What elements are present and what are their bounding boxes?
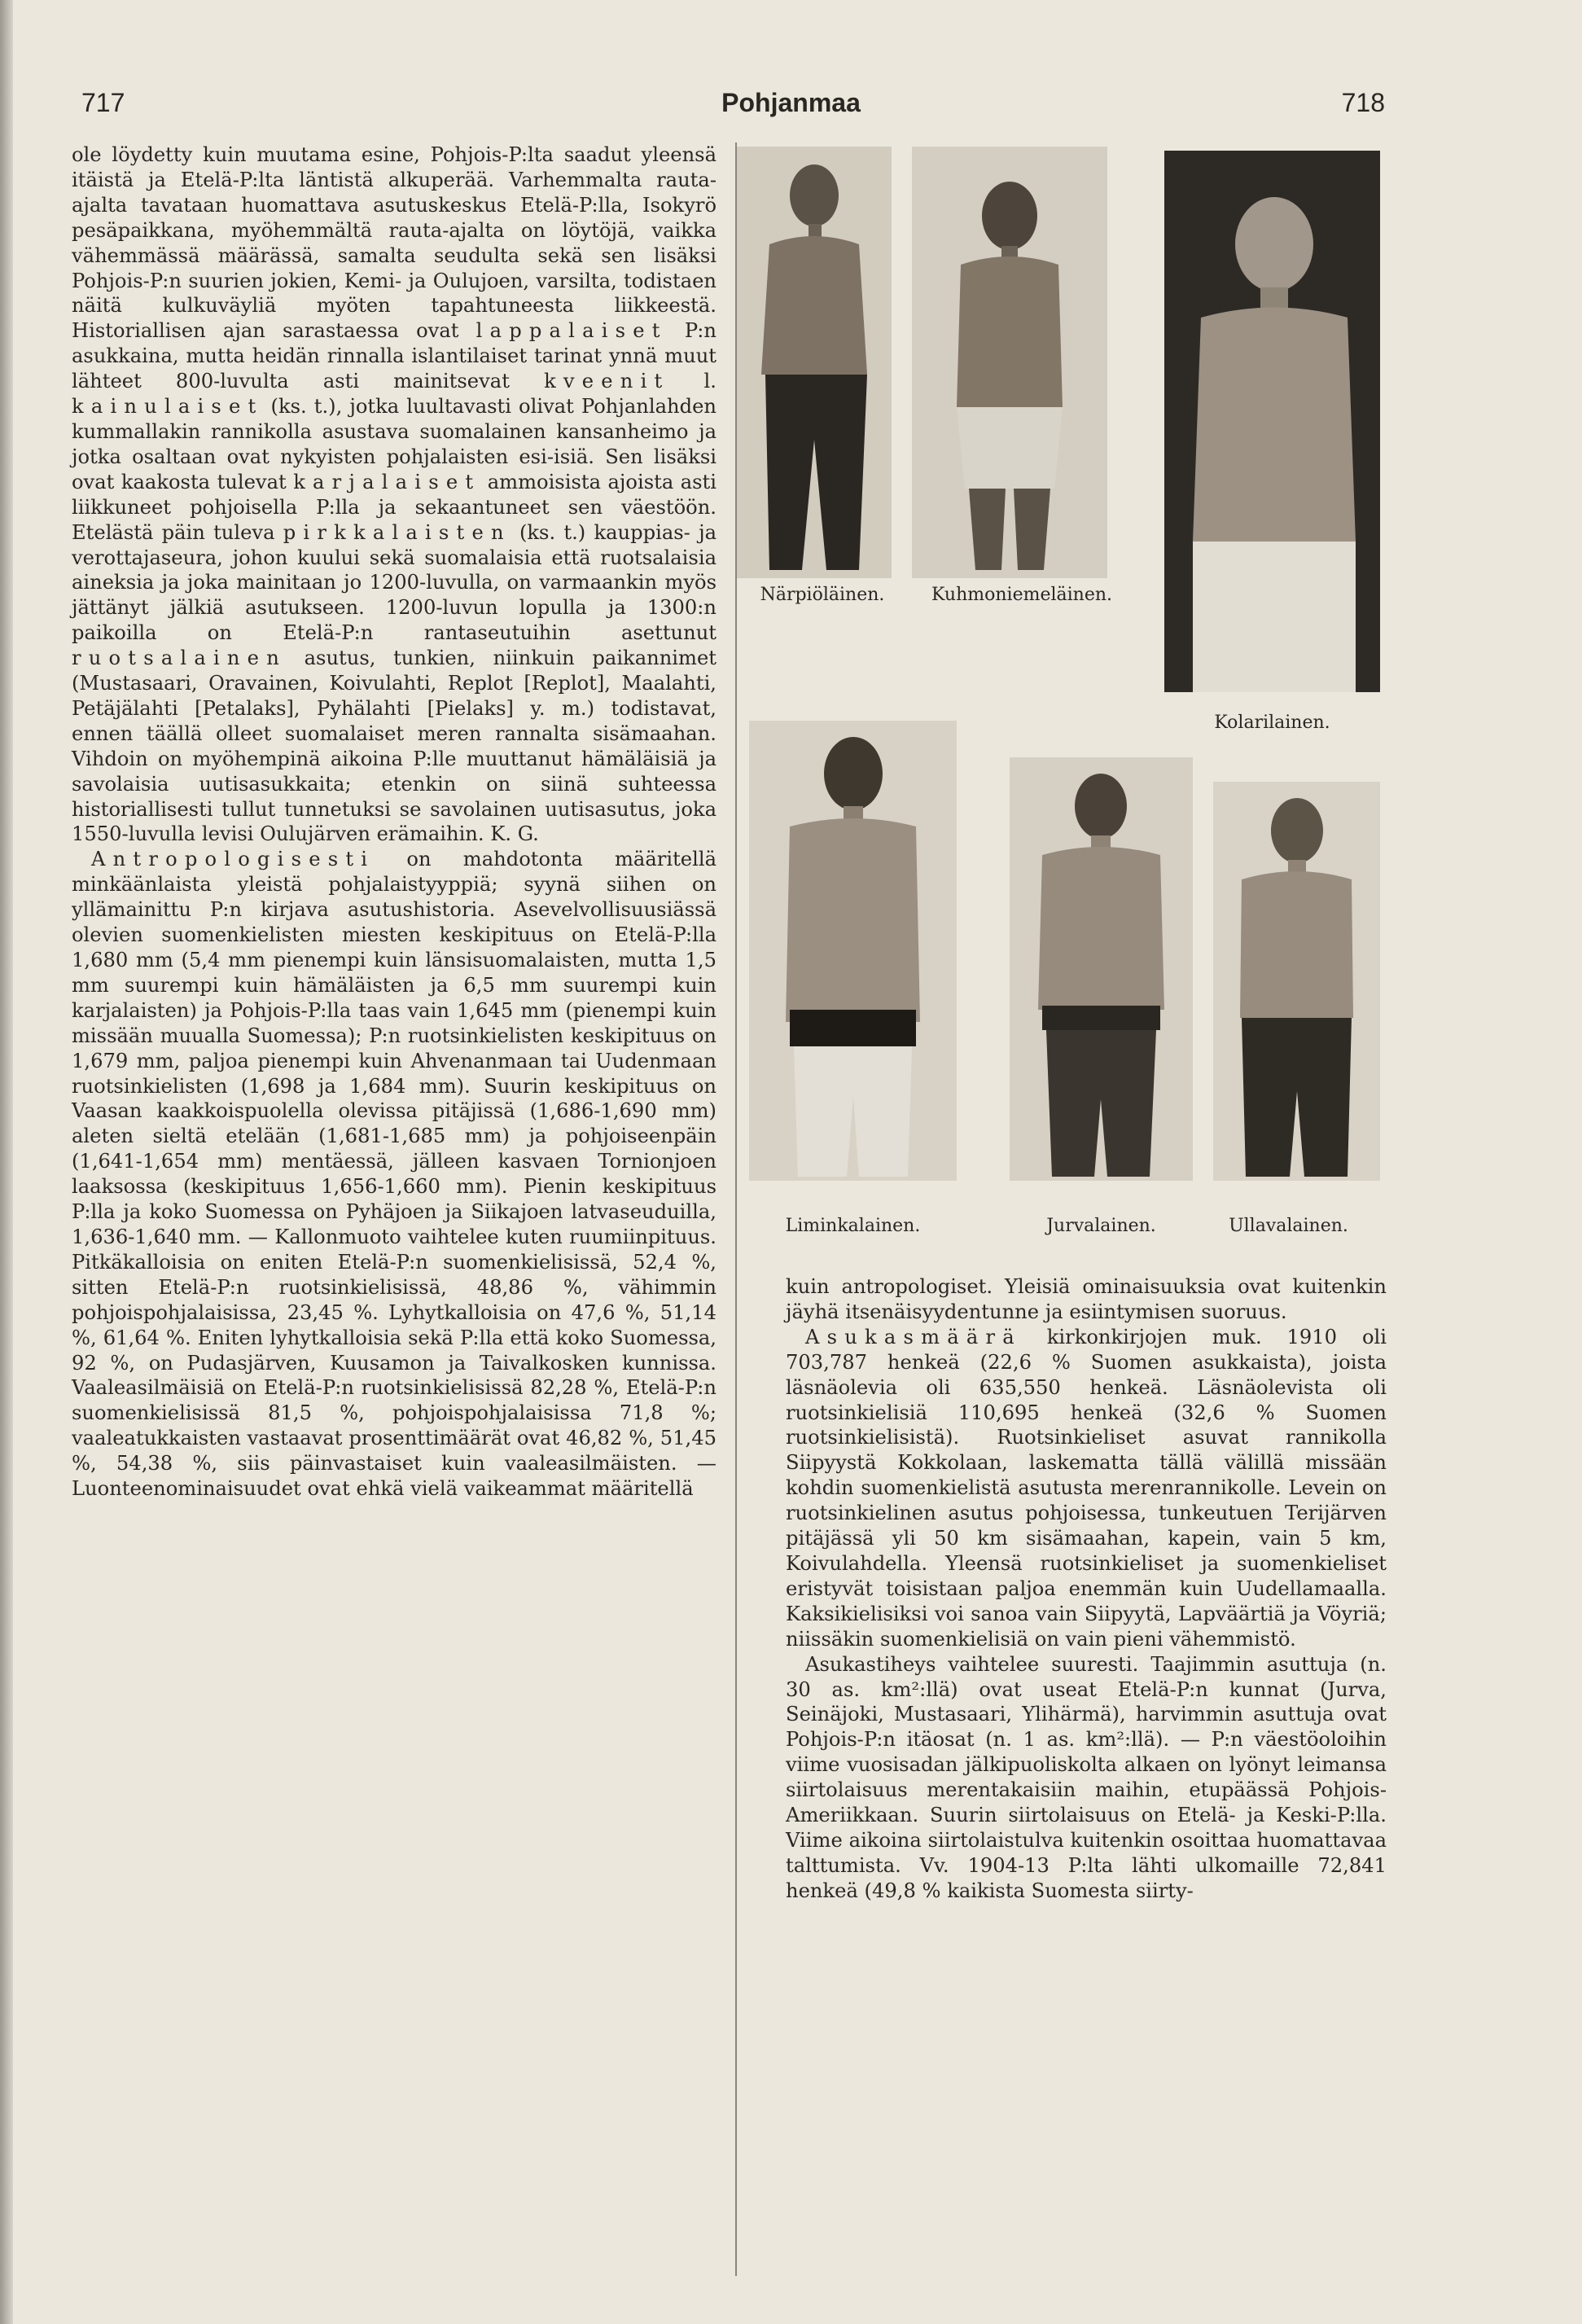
text-run: kuin antropologiset. Yleisiä ominaisuuksia ovat kuitenkin jäyhä itsenäisyydentunne ja esiintymisen suoruus. (786, 1275, 1387, 1323)
spaced-term: Antropologisesti (91, 848, 375, 871)
photo-kuhmoniemelainen (912, 147, 1107, 578)
photo-jurvalainen (1010, 757, 1193, 1181)
running-title: Pohjanmaa (721, 88, 861, 117)
text-run: on mahdotonta määritellä minkäänlaista yleistä pohjalaistyyppiä; syynä siihen on yllämainittu P:n kirjava asutushistoria. Asevelvollisuusiässä olevien suomenkielisten miesten keskipituus on Etelä-P:lla 1,680 mm (5,4 mm pienempi kuin länsisuomalaisten, mutta 1,5 mm suurempi kuin hämäläisten ja 6,5 mm suurempi kuin karjalaisten) ja Pohjois-P:lla taas vain 1,645 mm (pienempi kuin missään muualla Suomessa); P:n ruotsinkielisten keskipituus on 1,679 mm, paljoa pienempi kuin Ahvenanmaan tai Uudenmaan ruotsinkielisten (1,698 ja 1,684 mm). Suurin keskipituus on Vaasan kaakkoispuolella olevissa pitäjissä (1,686-1,690 mm) aleten sieltä etelään (1,681-1,685 mm) ja pohjoiseenpäin (1,641-1,654 mm) mentäessä, jälleen kasvaen Tornionjoen laaksossa (keskipituus 1,656-1,660 mm). Pienin keskipituus P:lla ja koko Suomessa on Pyhäjoen ja Siikajoen latvaseuduilla, 1,636-1,640 mm. — Kallonmuoto vaihtelee kuten ruumiinpituus. Pitkäkalloisia on eniten Etelä-P:n suomenkielisissä, 52,4 %, sitten Etelä-P:n ruotsinkielisissä, 48,86 %, vähimmin pohjoispohjalaisissa, 23,45 %. Lyhytkalloisia on 47,6 %, 51,14 %, 61,64 %. Eniten lyhytkalloisia sekä P:lla että koko Suomessa, 92 %, on Pudasjärven, Kuusamon ja Taivalkosken kunnissa. Vaaleasilmäisiä on Etelä-P:n ruotsinkielisissä 82,28 %, Etelä-P:n suomenkielisissä 81,5 %, pohjoispohjalaisissa 71,8 %; vaaleatukkaisten vastaavat prosenttimäärät ovat 46,82 %, 51,45 %, 54,38 %, siis päinvastaiset kuin vaaleasilmäisten. — Luonteenominaisuudet ovat ehkä vielä vaikeammat määritellä (72, 848, 717, 1501)
caption-liminkalainen: Liminkalainen. (785, 1216, 921, 1236)
paragraph (786, 1274, 1387, 1325)
left-column-text (72, 143, 717, 2276)
text-run: l. (669, 370, 717, 393)
spaced-term: karjalaiset (293, 470, 481, 493)
paragraph (72, 143, 717, 847)
photo-ullavalainen (1213, 782, 1380, 1181)
spaced-term: lappalaiset (475, 319, 668, 343)
page-number-left: 717 (81, 88, 125, 117)
page-number-right: 718 (1341, 88, 1385, 117)
caption-kuhmoniemelainen: Kuhmoniemeläinen. (931, 585, 1113, 605)
photo-narpiolainen (737, 147, 892, 578)
spaced-term: ruotsalainen (72, 647, 287, 670)
caption-narpiolainen: Närpiöläinen. (760, 585, 885, 605)
spaced-term: Asukasmäärä (805, 1325, 1022, 1348)
text-run: ole löydetty kuin muutama esine, Pohjois-P:lta saadut yleensä itäistä ja Etelä-P:lta läntistä alkuperää. Varhemmalta rauta-ajalta tavataan huomattava asutuskeskus Etelä-P:lla, Isokyrö pesäpaikkana, myöhemmältä rauta-ajalta on löytöjä, vaikka vähemmässä määrässä, samalta seudulta sekä sen lisäksi Pohjois-P:n suurien jokien, Kemi- ja Oulujoen, varsilta, todistaen näitä kulkuväyliä myöten tapahtuneesta liikkeestä. Historiallisen ajan sarastaessa ovat (72, 143, 717, 343)
photo-kolarilainen (1164, 151, 1380, 692)
spaced-term: kveenit (544, 370, 670, 393)
text-run: Asukastiheys vaihtelee suuresti. Taajimmin asuttuja (n. 30 as. km²:llä) ovat useat Etelä-P:n kunnat (Jurva, Seinäjoki, Mustasaari, Ylihärmä), harvimmin asuttuja ovat Pohjois-P:n itäosat (n. 1 as. km²:llä). — P:n väestöoloihin viime vuosisadan jälkipuoliskolta alkaen on lyönyt leimansa siirtolaisuus merentakaisiin maihin, etupäässä Pohjois-Ameriikkaan. Suurin siirtolaisuus on Etelä- ja Keski-P:lla. Viime aikoina siirtolaistulva kuitenkin osoittaa huomattavaa talttumista. Vv. 1904-13 P:lta lähti ulkomaille 72,841 henkeä (49,8 % kaikista Suomesta siirty- (786, 1652, 1387, 1902)
caption-ullavalainen: Ullavalainen. (1229, 1216, 1348, 1236)
right-column-text (786, 1274, 1387, 2276)
text-run: (ks. t.), jotka luultavasti olivat Pohjanlahden kummallakin rannikolla asustava suomalainen kansanheimo ja jotka osaltaan ovat nykyisten pohjalaisten esi-isiä. Sen lisäksi ovat kaakosta tulevat (72, 395, 717, 493)
caption-jurvalainen: Jurvalainen. (1046, 1216, 1156, 1236)
caption-kolarilainen: Kolarilainen. (1214, 713, 1330, 733)
page-edge (0, 0, 13, 2324)
paragraph (72, 847, 717, 1502)
text-run: asutus, tunkien, niinkuin paikannimet (Mustasaari, Oravainen, Koivulahti, Replot [Replot], Maalahti, Petäjälahti [Petalaks], Pyhälahti [Pielaks] y. m.) todistavat, ennen täällä olleet suomalaiset meren rannalta sisämaahan. Vihdoin on myöhempinä aikoina P:lle muuttanut hämäläisiä ja savolaisia uutisasukkaita; etenkin on siinä suhteessa historiallisesti tullut tunnetuksi se savolainen uutisasutus, joka 1550-luvulla levisi Oulujärven erämaihin. K. G. (72, 647, 717, 846)
paragraph (786, 1325, 1387, 1652)
text-run: (ks. t.) kauppias- ja verottajaseura, johon kuului sekä suomalaisia että ruotsalaisia aineksia ja joka mainitaan jo 1200-luvulla, on varmaankin myös jättänyt jälkiä asutukseen. 1200-luvun lopulla ja 1300:n paikoilla on Etelä-P:n rantaseutuihin asettunut (72, 520, 717, 645)
paragraph (786, 1652, 1387, 1904)
text-run: ammoisista ajoista asti liikkuneet pohjoisella P:lla ja sekaantuneet sen väestöön. Etelästä päin tuleva (72, 470, 717, 544)
text-run: P:n asukkaina, mutta heidän rinnalla islantilaiset tarinat ynnä muut lähteet 800-luvulta asti mainitsevat (72, 319, 717, 393)
spaced-term: kainulaiset (72, 395, 264, 419)
text-run: kirkonkirjojen muk. 1910 oli 703,787 henkeä (22,6 % Suomen asukkaista), joista läsnäolevia oli 635,550 henkeä. Läsnäolevista oli ruotsinkielisiä 110,695 henkeä (32,6 % Suomen ruotsinkielisistä). Ruotsinkieliset asuvat rannikolla Siipyystä Kokkolaan, laskematta tällä välillä missään kohdin suomenkielistä asutusta merenrannikolle. Levein on ruotsinkielinen asutus pohjoisessa, tunkeutuen Terijärven pitäjässä yli 50 km sisämaahan, kapein, vain 5 km, Koivulahdella. Yleensä ruotsinkieliset ja suomenkieliset eristyvät toisistaan paljoa enemmän kuin Uudellamaalla. Kaksikielisiksi voi sanoa vain Siipyytä, Lapväärtiä ja Vöyriä; niissäkin suomenkielisiä on vain pieni vähemmistö. (786, 1325, 1387, 1651)
photo-liminkalainen (749, 721, 957, 1181)
spaced-term: pirkkalaisten (283, 520, 511, 544)
